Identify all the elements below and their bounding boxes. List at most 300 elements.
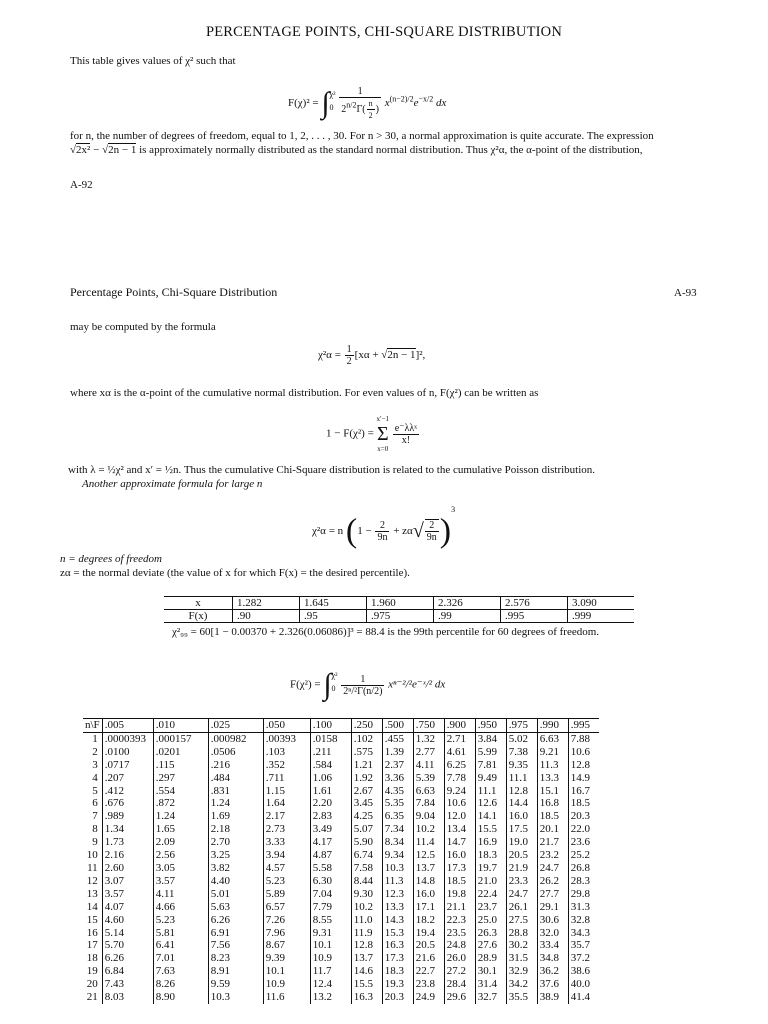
chi-square-value-cell: 11.3 [382, 875, 413, 888]
chi-square-value-cell: 13.2 [310, 991, 351, 1004]
chi-square-value-cell: 1.92 [351, 772, 382, 785]
chi-square-value-cell: 9.35 [506, 759, 537, 772]
chi-square-value-cell: 7.78 [444, 772, 475, 785]
chi-square-value-cell: 12.8 [506, 785, 537, 798]
chi-square-value-cell: 5.35 [382, 797, 413, 810]
chi-square-value-cell: 3.49 [310, 823, 351, 836]
example-percentile-text: χ²₉₉ = 60[1 − 0.00370 + 2.326(0.06086)]³ = 88.4 is the 99th percentile for 60 degrees of freedom. [172, 626, 600, 638]
chi-square-value-cell: .103 [263, 746, 310, 759]
chi-square-value-cell: 13.3 [382, 901, 413, 914]
chi-square-value-cell: 16.8 [537, 797, 568, 810]
chi-square-value-cell: 2.56 [153, 849, 208, 862]
chi-square-value-cell: 19.8 [444, 888, 475, 901]
degrees-of-freedom-cell: 15 [86, 913, 98, 926]
chi-square-value-cell: 16.3 [382, 939, 413, 952]
chi-square-value-cell: 6.91 [208, 927, 263, 940]
chi-square-value-cell: .000982 [208, 732, 263, 745]
chi-square-value-cell: .584 [310, 759, 351, 772]
chi-square-value-cell: 21.9 [506, 862, 537, 875]
chi-square-value-cell: 23.6 [568, 836, 599, 849]
chi-square-value-cell: 20.3 [382, 991, 413, 1004]
chi-square-value-cell: 18.5 [568, 797, 599, 810]
chi-square-value-cell: 20.5 [506, 849, 537, 862]
chi-square-value-cell: 1.65 [153, 823, 208, 836]
chi-square-value-cell: 9.31 [310, 927, 351, 940]
chi-square-value-cell: 1.39 [382, 746, 413, 759]
chi-square-value-cell: 28.3 [568, 875, 599, 888]
another-formula-text: Another approximate formula for large n [82, 478, 263, 490]
table-row [83, 732, 599, 745]
chi-square-value-cell: 27.6 [475, 939, 506, 952]
chi-square-value-cell: 29.1 [537, 901, 568, 914]
degrees-of-freedom-cell: 7 [92, 810, 98, 823]
chi-square-value-cell: 15.5 [351, 978, 382, 991]
chi-square-value-cell: .676 [102, 797, 153, 810]
chi-square-value-cell: 3.82 [208, 862, 263, 875]
chi-square-value-cell: 16.0 [413, 888, 444, 901]
chi-square-value-cell: .412 [102, 785, 153, 798]
chi-square-value-cell: 7.58 [351, 862, 382, 875]
chi-square-value-cell: 6.30 [310, 875, 351, 888]
chi-square-value-cell: 2.16 [102, 849, 153, 862]
table-header-row: n\F .005 .010 .025 .050 .100 .250 .500 .750 .900 .950 .975 .990 .995 [83, 719, 599, 733]
chi-square-value-cell: 9.59 [208, 978, 263, 991]
chi-square-value-cell: 2.71 [444, 732, 475, 745]
chi-square-value-cell: 28.9 [475, 952, 506, 965]
chi-square-value-cell: 5.89 [263, 888, 310, 901]
chi-square-value-cell: 12.8 [351, 939, 382, 952]
chi-square-value-cell: 18.3 [475, 849, 506, 862]
degrees-of-freedom-cell: 21 [86, 991, 98, 1004]
chi-square-value-cell: 4.17 [310, 836, 351, 849]
chi-square-value-cell: 41.4 [568, 991, 599, 1004]
chi-square-value-cell: 14.1 [475, 810, 506, 823]
chi-square-value-cell: 1.21 [351, 759, 382, 772]
chi-square-value-cell: 19.3 [382, 978, 413, 991]
chi-square-value-cell: 5.99 [475, 746, 506, 759]
chi-square-value-cell: 14.3 [382, 914, 413, 927]
chi-square-value-cell: 25.0 [475, 914, 506, 927]
degrees-of-freedom-cell: 17 [86, 939, 98, 952]
table-row [83, 836, 599, 849]
chi-square-value-cell: 7.43 [102, 978, 153, 991]
chi-square-value-cell: .211 [310, 746, 351, 759]
chi-square-value-cell: 7.81 [475, 759, 506, 772]
chi-square-value-cell: 3.45 [351, 797, 382, 810]
chi-square-value-cell: 4.60 [102, 914, 153, 927]
chi-square-value-cell: 2.67 [351, 785, 382, 798]
degrees-of-freedom-cell: 19 [86, 965, 98, 978]
chi-square-value-cell: 15.1 [537, 785, 568, 798]
chi-square-value-cell: 2.18 [208, 823, 263, 836]
chi-square-value-cell: 14.7 [444, 836, 475, 849]
chi-square-value-cell: 34.3 [568, 927, 599, 940]
chi-square-value-cell: .831 [208, 785, 263, 798]
chi-square-value-cell: .102 [351, 732, 382, 745]
chi-square-value-cell: 5.70 [102, 939, 153, 952]
chi-square-value-cell: 1.24 [153, 810, 208, 823]
chi-square-value-cell: 6.74 [351, 849, 382, 862]
chi-square-value-cell: 3.84 [475, 732, 506, 745]
chi-square-value-cell: 2.83 [310, 810, 351, 823]
degrees-of-freedom-cell: 13 [86, 887, 98, 900]
chi-square-value-cell: 25.2 [568, 849, 599, 862]
chi-square-value-cell: 9.39 [263, 952, 310, 965]
chi-square-value-cell: 1.32 [413, 732, 444, 745]
chi-square-value-cell: 4.66 [153, 901, 208, 914]
chi-square-value-cell: 23.3 [506, 875, 537, 888]
chi-square-value-cell: 2.20 [310, 797, 351, 810]
chi-square-value-cell: 16.3 [351, 991, 382, 1004]
chi-square-value-cell: 34.8 [537, 952, 568, 965]
formula-poisson: 1 − F(χ²) = x′−1 Σ x=0 $\frac{\text{e⁻λλˣ}}{x!}$ [326, 415, 418, 453]
chi-square-value-cell: 7.84 [413, 797, 444, 810]
chi-square-value-cell: 10.2 [413, 823, 444, 836]
chi-square-value-cell: .000157 [153, 732, 208, 745]
chi-square-value-cell: 20.3 [568, 810, 599, 823]
chi-square-value-cell: 21.6 [413, 952, 444, 965]
chi-square-value-cell: 13.3 [537, 772, 568, 785]
chi-square-value-cell: 23.7 [475, 901, 506, 914]
chi-square-value-cell: 9.34 [382, 849, 413, 862]
chi-square-value-cell: 5.58 [310, 862, 351, 875]
chi-square-value-cell: 32.0 [537, 927, 568, 940]
table-row [83, 952, 599, 965]
chi-square-value-cell: 8.23 [208, 952, 263, 965]
chi-square-value-cell: 18.3 [382, 965, 413, 978]
chi-square-value-cell: 5.90 [351, 836, 382, 849]
chi-square-value-cell: 38.6 [568, 965, 599, 978]
chi-square-value-cell: 15.5 [475, 823, 506, 836]
chi-square-value-cell: .455 [382, 732, 413, 745]
chi-square-value-cell: 21.7 [537, 836, 568, 849]
chi-square-value-cell: 7.56 [208, 939, 263, 952]
chi-square-value-cell: 27.5 [506, 914, 537, 927]
table-row [83, 772, 599, 785]
chi-square-value-cell: 11.1 [506, 772, 537, 785]
chi-square-value-cell: 17.5 [506, 823, 537, 836]
degrees-of-freedom-cell: 18 [86, 952, 98, 965]
chi-square-value-cell: 11.1 [475, 785, 506, 798]
table-row [83, 888, 599, 901]
definition-n: n = degrees of freedom [60, 553, 162, 565]
chi-square-value-cell: 10.3 [208, 991, 263, 1004]
chi-square-value-cell: 14.4 [506, 797, 537, 810]
chi-square-value-cell: 7.88 [568, 732, 599, 745]
table-row [83, 862, 599, 875]
chi-square-value-cell: 33.4 [537, 939, 568, 952]
chi-square-value-cell: 7.96 [263, 927, 310, 940]
table-row [83, 875, 599, 888]
chi-square-value-cell: 20.1 [537, 823, 568, 836]
chi-square-value-cell: .554 [153, 785, 208, 798]
chi-square-value-cell: 10.2 [351, 901, 382, 914]
chi-square-value-cell: 6.25 [444, 759, 475, 772]
chi-square-value-cell: 5.07 [351, 823, 382, 836]
chi-square-value-cell: 38.9 [537, 991, 568, 1004]
chi-square-value-cell: 12.8 [568, 759, 599, 772]
chi-square-value-cell: 2.17 [263, 810, 310, 823]
chi-square-value-cell: 5.02 [506, 732, 537, 745]
chi-square-value-cell: 3.36 [382, 772, 413, 785]
chi-square-value-cell: 36.2 [537, 965, 568, 978]
chi-square-value-cell: .484 [208, 772, 263, 785]
degrees-of-freedom-cell: 10 [86, 849, 98, 862]
degrees-of-freedom-cell: 8 [92, 823, 98, 836]
chi-square-value-cell: 30.1 [475, 965, 506, 978]
chi-square-value-cell: 4.35 [382, 785, 413, 798]
chi-square-value-cell: 5.14 [102, 927, 153, 940]
chi-square-value-cell: 2.60 [102, 862, 153, 875]
chi-square-value-cell: .297 [153, 772, 208, 785]
chi-square-value-cell: 1.61 [310, 785, 351, 798]
chi-square-value-cell: .872 [153, 797, 208, 810]
degrees-of-freedom-cell: 3 [92, 758, 98, 771]
degrees-of-freedom-cell: 14 [86, 900, 98, 913]
degrees-of-freedom-cell: 4 [92, 771, 98, 784]
chi-square-value-cell: 1.24 [208, 797, 263, 810]
running-head: Percentage Points, Chi-Square Distribution [70, 285, 278, 299]
chi-square-value-cell: 18.5 [537, 810, 568, 823]
chi-square-value-cell: 8.91 [208, 965, 263, 978]
normal-deviate-table [164, 596, 634, 623]
chi-square-value-cell: 28.4 [444, 978, 475, 991]
table-row [83, 810, 599, 823]
chi-square-value-cell: 5.81 [153, 927, 208, 940]
chi-square-value-cell: 2.77 [413, 746, 444, 759]
chi-square-value-cell: 5.01 [208, 888, 263, 901]
chi-square-value-cell: 16.0 [444, 849, 475, 862]
chi-square-value-cell: 16.7 [568, 785, 599, 798]
chi-square-value-cell: 11.3 [537, 759, 568, 772]
chi-square-value-cell: 35.7 [568, 939, 599, 952]
chi-square-value-cell: 16.0 [506, 810, 537, 823]
chi-square-value-cell: 21.1 [444, 901, 475, 914]
chi-square-value-cell: 8.44 [351, 875, 382, 888]
chi-square-value-cell: 2.73 [263, 823, 310, 836]
chi-square-value-cell: .216 [208, 759, 263, 772]
chi-square-value-cell: 3.94 [263, 849, 310, 862]
chi-square-value-cell: 4.11 [153, 888, 208, 901]
chi-square-value-cell: 5.23 [153, 914, 208, 927]
chi-square-value-cell: 16.9 [475, 836, 506, 849]
formula-wilson-hilferty: χ²α = n (1 − $\frac{2}{9n}$ + zα√ $\frac{2}{9n}$ )$^3$ [312, 505, 456, 550]
chi-square-value-cell: 5.39 [413, 772, 444, 785]
chi-square-value-cell: 8.90 [153, 991, 208, 1004]
degrees-of-freedom-cell: 11 [87, 861, 98, 874]
chi-square-value-cell: 31.5 [506, 952, 537, 965]
table-row [83, 914, 599, 927]
table-row [83, 978, 599, 991]
chi-square-value-cell: 30.6 [537, 914, 568, 927]
chi-square-value-cell: .352 [263, 759, 310, 772]
chi-square-value-cell: 8.55 [310, 914, 351, 927]
table-row: F(x) .90 .95 .975 .99 .995 .999 [164, 610, 634, 623]
chi-square-value-cell: .0201 [153, 746, 208, 759]
table-row: x 1.282 1.645 1.960 2.326 2.576 3.090 [164, 597, 634, 610]
chi-square-value-cell: 37.2 [568, 952, 599, 965]
chi-square-value-cell: 13.4 [444, 823, 475, 836]
chi-square-value-cell: .207 [102, 772, 153, 785]
chi-square-value-cell: 12.3 [382, 888, 413, 901]
chi-square-value-cell: 4.57 [263, 862, 310, 875]
chi-square-value-cell: 8.26 [153, 978, 208, 991]
table-row [83, 849, 599, 862]
chi-square-value-cell: 4.11 [413, 759, 444, 772]
table-row [83, 785, 599, 798]
where-text: where xα is the α-point of the cumulative normal distribution. For even values of n, F(χ²) can be written as [70, 387, 539, 399]
chi-square-value-cell: 1.06 [310, 772, 351, 785]
chi-square-value-cell: 22.3 [444, 914, 475, 927]
chi-square-value-cell: 3.25 [208, 849, 263, 862]
chi-square-value-cell: .575 [351, 746, 382, 759]
intro-text: This table gives values of χ² such that [70, 55, 236, 67]
chi-square-value-cell: 2.70 [208, 836, 263, 849]
chi-square-value-cell: 3.05 [153, 862, 208, 875]
chi-square-value-cell: 3.07 [102, 875, 153, 888]
chi-square-value-cell: 26.0 [444, 952, 475, 965]
chi-square-value-cell: 11.7 [310, 965, 351, 978]
degrees-of-freedom-cell: 1 [92, 732, 98, 745]
chi-square-value-cell: 8.67 [263, 939, 310, 952]
chi-square-value-cell: 1.69 [208, 810, 263, 823]
chi-square-value-cell: 32.9 [506, 965, 537, 978]
chi-square-value-cell: 3.57 [102, 888, 153, 901]
chi-square-value-cell: 6.41 [153, 939, 208, 952]
degrees-of-freedom-cell: 6 [92, 797, 98, 810]
chi-square-value-cell: 4.40 [208, 875, 263, 888]
chi-square-value-cell: 12.6 [475, 797, 506, 810]
page-number-right: A-93 [674, 287, 697, 299]
chi-square-value-cell: 19.4 [413, 927, 444, 940]
chi-square-value-cell: 40.0 [568, 978, 599, 991]
chi-square-value-cell: 6.84 [102, 965, 153, 978]
chi-square-value-cell: 13.7 [351, 952, 382, 965]
table-row [83, 823, 599, 836]
chi-square-value-cell: 22.7 [413, 965, 444, 978]
table-row [83, 797, 599, 810]
chi-square-value-cell: 9.30 [351, 888, 382, 901]
chi-square-value-cell: 4.07 [102, 901, 153, 914]
chi-square-value-cell: 6.57 [263, 901, 310, 914]
chi-square-value-cell: 4.61 [444, 746, 475, 759]
chi-square-value-cell: 31.3 [568, 901, 599, 914]
chi-square-value-cell: 11.9 [351, 927, 382, 940]
definition-z: zα = the normal deviate (the value of x for which F(x) = the desired percentile). [60, 567, 410, 579]
chi-square-value-cell: 37.6 [537, 978, 568, 991]
chi-square-value-cell: 10.6 [444, 797, 475, 810]
chi-square-value-cell: 4.87 [310, 849, 351, 862]
chi-square-value-cell: 19.0 [506, 836, 537, 849]
degrees-of-freedom-cell: 12 [86, 874, 98, 887]
chi-square-value-cell: .115 [153, 759, 208, 772]
chi-square-value-cell: 26.1 [506, 901, 537, 914]
chi-square-value-cell: 24.7 [506, 888, 537, 901]
degrees-of-freedom-cell: 2 [92, 745, 98, 758]
chi-square-value-cell: 1.15 [263, 785, 310, 798]
chi-square-value-cell: 6.35 [382, 810, 413, 823]
chi-square-value-cell: 14.8 [413, 875, 444, 888]
computed-by-text: may be computed by the formula [70, 321, 216, 333]
chi-square-value-cell: 6.63 [537, 732, 568, 745]
chi-square-value-cell: 6.63 [413, 785, 444, 798]
chi-square-value-cell: 5.63 [208, 901, 263, 914]
chi-square-value-cell: 2.37 [382, 759, 413, 772]
lambda-text: with λ = ½χ² and x′ = ½n. Thus the cumulative Chi-Square distribution is related to the cumulative Poisson distribution. [68, 464, 596, 476]
chi-square-value-cell: 1.34 [102, 823, 153, 836]
chi-square-value-cell: 6.26 [208, 914, 263, 927]
chi-square-value-cell: 30.2 [506, 939, 537, 952]
chi-square-value-cell: 17.3 [382, 952, 413, 965]
chi-square-value-cell: 29.8 [568, 888, 599, 901]
chi-square-value-cell: 11.4 [413, 836, 444, 849]
chi-square-value-cell: 3.57 [153, 875, 208, 888]
table-row [83, 927, 599, 940]
chi-square-value-cell: 9.04 [413, 810, 444, 823]
chi-square-value-cell: 26.8 [568, 862, 599, 875]
chi-square-value-cell: 23.8 [413, 978, 444, 991]
chi-square-value-cell: 10.9 [263, 978, 310, 991]
chi-square-value-cell: 8.34 [382, 836, 413, 849]
chi-square-value-cell: .0000393 [102, 732, 153, 745]
formula-cdf: F(χ)² = ∫ χ² 0 1 $2^{n/2}\Gamma$( $\frac{n}{2}$ ) $x^{(n-2)/2}e^{-x/2}$ dx [288, 86, 447, 120]
chi-square-value-cell: 1.64 [263, 797, 310, 810]
chi-square-value-cell: 18.2 [413, 914, 444, 927]
chi-square-value-cell: 9.24 [444, 785, 475, 798]
chi-square-value-cell: 10.9 [310, 952, 351, 965]
chi-square-value-cell: 7.63 [153, 965, 208, 978]
chi-square-value-cell: 12.5 [413, 849, 444, 862]
chi-square-value-cell: 27.2 [444, 965, 475, 978]
chi-square-value-cell: 31.4 [475, 978, 506, 991]
table-row [83, 965, 599, 978]
chi-square-value-cell: 7.38 [506, 746, 537, 759]
chi-square-value-cell: 26.3 [475, 927, 506, 940]
degrees-of-freedom-cell: 5 [92, 784, 98, 797]
chi-square-value-cell: .0100 [102, 746, 153, 759]
chi-square-value-cell: 8.03 [102, 991, 153, 1004]
chi-square-value-cell: 22.4 [475, 888, 506, 901]
chi-square-value-cell: .0158 [310, 732, 351, 745]
chi-square-value-cell: 23.5 [444, 927, 475, 940]
chi-square-value-cell: 19.7 [475, 862, 506, 875]
chi-square-value-cell: 17.3 [444, 862, 475, 875]
paragraph-normal-approx: for n, the number of degrees of freedom, equal to 1, 2, . . . , 30. For n > 30, a normal approximation is quite accurate. The expression √2x² − √2n − 1 is approximately normally distributed as the standard normal distribution. Thus χ²α, the α-point of the distribution, [70, 130, 654, 156]
chi-square-value-cell: 7.26 [263, 914, 310, 927]
chi-square-value-cell: 6.26 [102, 952, 153, 965]
chi-square-table [83, 718, 599, 1004]
chi-square-value-cell: 7.79 [310, 901, 351, 914]
degrees-of-freedom-cell: 20 [86, 978, 98, 991]
chi-square-value-cell: 14.9 [568, 772, 599, 785]
chi-square-value-cell: 27.7 [537, 888, 568, 901]
chi-square-value-cell: 34.2 [506, 978, 537, 991]
chi-square-value-cell: 9.49 [475, 772, 506, 785]
formula-cdf-table: F(χ²) = ∫ χ² 0 $\frac{1}{\text{2ⁿ/²Γ(n/2)}}$ xⁿ⁻²/²e⁻ˣ/² dx [290, 668, 446, 701]
chi-square-value-cell: 7.01 [153, 952, 208, 965]
chi-square-value-cell: 22.0 [568, 823, 599, 836]
table-row [83, 759, 599, 772]
chi-square-value-cell: 3.33 [263, 836, 310, 849]
chi-square-value-cell: 29.6 [444, 991, 475, 1004]
chi-square-value-cell: 1.73 [102, 836, 153, 849]
table-row [83, 939, 599, 952]
chi-square-value-cell: 32.8 [568, 914, 599, 927]
chi-square-value-cell: .00393 [263, 732, 310, 745]
chi-square-value-cell: 23.2 [537, 849, 568, 862]
chi-square-value-cell: 2.09 [153, 836, 208, 849]
chi-square-value-cell: 24.8 [444, 939, 475, 952]
